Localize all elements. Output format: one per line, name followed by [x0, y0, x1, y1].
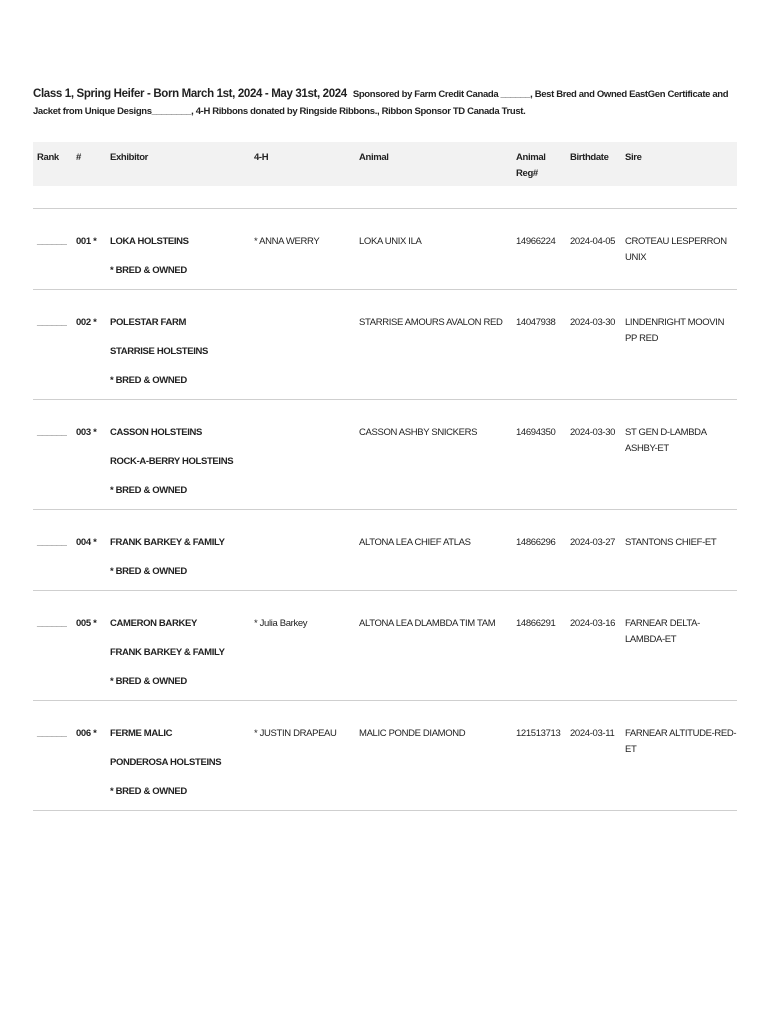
- birthdate-text: 2024-03-30: [570, 317, 616, 328]
- col-4h: 4-H: [250, 142, 355, 186]
- sire: [621, 290, 737, 400]
- animal-name-text: CASSON ASHBY SNICKERS: [359, 427, 478, 438]
- animal-reg-text: 14866291: [516, 618, 556, 629]
- fourh-member: [250, 701, 355, 811]
- rank-blank[interactable]: [33, 290, 72, 400]
- fourh-member: [250, 510, 355, 591]
- animal-reg: [512, 591, 566, 701]
- col-exhibitor: Exhibitor: [106, 142, 250, 186]
- col-reg-line2: Reg#: [516, 168, 538, 179]
- animal-name: [355, 290, 512, 400]
- table-row: [33, 290, 737, 400]
- table-row: [33, 400, 737, 510]
- entry-number: [72, 510, 106, 591]
- birthdate: [566, 591, 621, 701]
- exhibitor-line: * BRED & OWNED: [110, 786, 187, 797]
- exhibitor-line: PONDEROSA HOLSTEINS: [110, 757, 222, 768]
- exhibitor-line: * BRED & OWNED: [110, 676, 187, 687]
- exhibitor-line: CASSON HOLSTEINS: [110, 427, 203, 438]
- rank-blank-text: ______: [37, 618, 67, 629]
- exhibitor-line: FRANK BARKEY & FAMILY: [110, 537, 225, 548]
- exhibitor-cell: [106, 400, 250, 510]
- sire: [621, 209, 737, 290]
- entry-number-text: 003 *: [76, 427, 97, 438]
- birthdate-text: 2024-03-27: [570, 537, 616, 548]
- animal-reg: [512, 290, 566, 400]
- animal-name-text: STARRISE AMOURS AVALON RED: [359, 317, 503, 328]
- exhibitor-line: FERME MALIC: [110, 728, 173, 739]
- animal-reg: [512, 701, 566, 811]
- birthdate-text: 2024-03-16: [570, 618, 616, 629]
- col-reg-line1: Animal: [516, 152, 546, 163]
- fourh-member: [250, 209, 355, 290]
- exhibitor-line: LOKA HOLSTEINS: [110, 236, 189, 247]
- fourh-member: [250, 400, 355, 510]
- sire-text: FARNEAR DELTA-LAMBDA-ET: [625, 618, 700, 645]
- exhibitor-line: * BRED & OWNED: [110, 265, 187, 276]
- sire-text: FARNEAR ALTITUDE-RED-ET: [625, 728, 737, 755]
- entries-body: [33, 186, 737, 811]
- fourh-member: [250, 591, 355, 701]
- col-animal: Animal: [355, 142, 512, 186]
- entry-number: [72, 290, 106, 400]
- header-spacer-row: [33, 186, 737, 209]
- exhibitor-line: STARRISE HOLSTEINS: [110, 346, 209, 357]
- rank-blank[interactable]: [33, 400, 72, 510]
- birthdate: [566, 290, 621, 400]
- sire: [621, 510, 737, 591]
- rank-blank[interactable]: [33, 209, 72, 290]
- birthdate: [566, 510, 621, 591]
- sire: [621, 591, 737, 701]
- animal-name-text: ALTONA LEA DLAMBDA TIM TAM: [359, 618, 496, 629]
- entry-number: [72, 591, 106, 701]
- sponsor-text: Sponsored by Farm Credit Canada ______, Best Bred and Owned EastGen Certificate and Jacket from Unique Designs________, 4-H Ribbons donated by Ringside Ribbons., Ribbon Sponsor TD Canada Trust.: [33, 89, 729, 117]
- sire: [621, 701, 737, 811]
- animal-name: [355, 510, 512, 591]
- animal-name-text: LOKA UNIX ILA: [359, 236, 422, 247]
- table-row: [33, 209, 737, 290]
- rank-blank-text: ______: [37, 236, 67, 247]
- rank-blank-text: ______: [37, 427, 67, 438]
- animal-reg-text: 14694350: [516, 427, 556, 438]
- birthdate: [566, 400, 621, 510]
- entry-number-text: 004 *: [76, 537, 97, 548]
- table-header-row: [33, 142, 737, 186]
- animal-reg-text: 14966224: [516, 236, 556, 247]
- exhibitor-line: * BRED & OWNED: [110, 566, 187, 577]
- sire-text: CROTEAU LESPERRON UNIX: [625, 236, 727, 263]
- table-row: [33, 591, 737, 701]
- entry-number-text: 006 *: [76, 728, 97, 739]
- birthdate: [566, 209, 621, 290]
- exhibitor-cell: [106, 510, 250, 591]
- entry-number-text: 001 *: [76, 236, 97, 247]
- sire-text: LINDENRIGHT MOOVIN PP RED: [625, 317, 725, 344]
- fourh-member: [250, 290, 355, 400]
- animal-name-text: MALIC PONDE DIAMOND: [359, 728, 466, 739]
- exhibitor-cell: [106, 209, 250, 290]
- birthdate: [566, 701, 621, 811]
- col-birthdate: Birthdate: [566, 142, 621, 186]
- col-sire: Sire: [621, 142, 737, 186]
- entry-number: [72, 701, 106, 811]
- animal-reg-text: 121513713: [516, 728, 561, 739]
- animal-name-text: ALTONA LEA CHIEF ATLAS: [359, 537, 471, 548]
- rank-blank[interactable]: [33, 510, 72, 591]
- exhibitor-cell: [106, 591, 250, 701]
- exhibitor-line: POLESTAR FARM: [110, 317, 187, 328]
- class-title: Class 1, Spring Heifer - Born March 1st, 2024 - May 31st, 2024: [33, 88, 347, 100]
- animal-name: [355, 400, 512, 510]
- animal-reg: [512, 209, 566, 290]
- exhibitor-line: FRANK BARKEY & FAMILY: [110, 647, 225, 658]
- birthdate-text: 2024-03-30: [570, 427, 616, 438]
- table-row: [33, 510, 737, 591]
- exhibitor-line: * BRED & OWNED: [110, 375, 187, 386]
- sire-text: STANTONS CHIEF-ET: [625, 537, 717, 548]
- exhibitor-cell: [106, 290, 250, 400]
- sire: [621, 400, 737, 510]
- animal-reg: [512, 510, 566, 591]
- fourh-member-text: * JUSTIN DRAPEAU: [254, 728, 337, 739]
- rank-blank-text: ______: [37, 728, 67, 739]
- entry-number: [72, 209, 106, 290]
- sire-text: ST GEN D-LAMBDA ASHBY-ET: [625, 427, 707, 454]
- class-header: [33, 86, 733, 120]
- exhibitor-line: ROCK-A-BERRY HOLSTEINS: [110, 456, 234, 467]
- fourh-member-text: * ANNA WERRY: [254, 236, 320, 247]
- rank-blank-text: ______: [37, 317, 67, 328]
- col-reg: [512, 142, 566, 186]
- entry-number: [72, 400, 106, 510]
- fourh-member-text: * Julia Barkey: [254, 618, 308, 629]
- table-row: [33, 701, 737, 811]
- rank-blank[interactable]: [33, 701, 72, 811]
- entries-table: [33, 142, 737, 811]
- exhibitor-line: CAMERON BARKEY: [110, 618, 197, 629]
- animal-name: [355, 209, 512, 290]
- col-number: #: [72, 142, 106, 186]
- entry-number-text: 002 *: [76, 317, 97, 328]
- exhibitor-cell: [106, 701, 250, 811]
- rank-blank-text: ______: [37, 537, 67, 548]
- animal-reg-text: 14047938: [516, 317, 556, 328]
- exhibitor-line: * BRED & OWNED: [110, 485, 187, 496]
- animal-reg: [512, 400, 566, 510]
- col-rank: Rank: [33, 142, 72, 186]
- rank-blank[interactable]: [33, 591, 72, 701]
- animal-reg-text: 14866296: [516, 537, 556, 548]
- entry-number-text: 005 *: [76, 618, 97, 629]
- birthdate-text: 2024-04-05: [570, 236, 616, 247]
- birthdate-text: 2024-03-11: [570, 728, 615, 739]
- animal-name: [355, 701, 512, 811]
- animal-name: [355, 591, 512, 701]
